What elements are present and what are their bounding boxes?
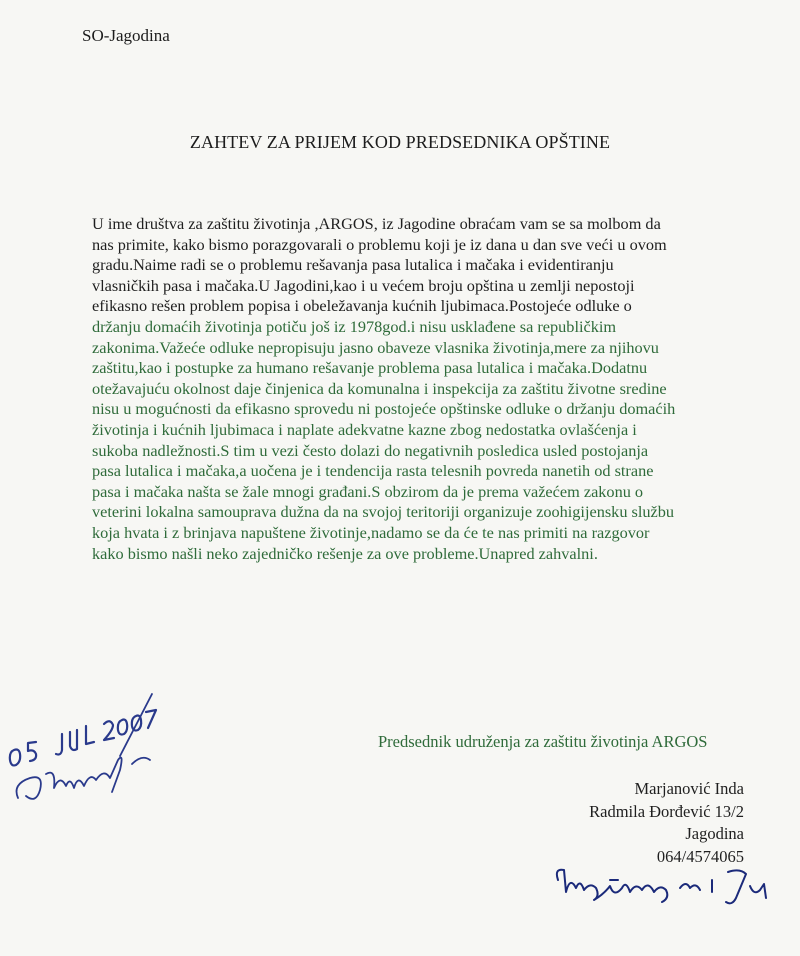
body-line: koja hvata i z brinjava napuštene životinje,nadamo se da će te nas primiti na razgovor: [92, 522, 650, 542]
stamp-signature-scribble: [17, 694, 153, 799]
body-line: kako bismo našli neko zajedničko rešenje za ove probleme.Unapred zahvalni.: [92, 543, 598, 563]
body-line: veterini lokalna samouprava dužna da na svojoj teritoriji organizuje zoohigijensku službu: [92, 502, 675, 522]
body-line: nas primite, kako bismo porazgovarali o problemu koji je iz dana u dan sve veći u ovom: [92, 234, 667, 254]
stamp-letter-u: [70, 730, 77, 750]
stamp-digit-0b: [118, 720, 127, 735]
body-text: [92, 214, 712, 564]
received-date-stamp: [0, 670, 180, 820]
stamp-letter-l: [86, 726, 94, 744]
body-line: pasa lutalica i mačaka,a uočena je i tendencija rasta telesnih povreda nanetih od strane: [92, 461, 654, 481]
body-line: držanju domaćih životinja potiču još iz 1978god.i nisu usklađene sa republičkim: [92, 316, 617, 336]
closing-title: Predsednik udruženja za zaštitu životinja ARGOS: [378, 732, 708, 751]
sender-name: Marjanović Inda: [634, 779, 744, 798]
body-line: U ime društva za zaštitu životinja ,ARGOS, iz Jagodine obraćam vam se sa molbom da: [92, 214, 661, 233]
stamp-digit-0: [10, 750, 20, 766]
body-line: vlasničkih pasa i mačaka.U Jagodini,kao i u većem broju opština u zemlji nepostoji: [92, 275, 635, 295]
body-line: efikasno rešen problem popisa i obeležavanja kućnih ljubimaca.Postojeće odluke o: [92, 296, 632, 316]
body-line: otežavajuću okolnost daje činjenica da komunalna i inspekcija za zaštitu životne sredine: [92, 378, 667, 398]
stamp-digit-5: [28, 742, 36, 761]
body-line: sukoba nadležnosti.S tim u vezi često dolazi do negativnih posledica usled postojanja: [92, 440, 649, 460]
stamp-digit-2: [104, 721, 114, 740]
stamp-letter-j: [56, 734, 62, 755]
document-title: ZAHTEV ZA PRIJEM KOD PREDSEDNIKA OPŠTINE: [189, 132, 611, 152]
body-line: pasa i mačaka našta se žale mnogi građani.S obzirom da je prema važećem zakonu o: [92, 481, 644, 501]
handwritten-signature: [540, 858, 790, 928]
body-line: zakonima.Važeće odluke nepropisuju jasno obaveze vlasnika životinja,mere za njihovu: [92, 337, 659, 357]
body-line: gradu.Naime radi se o problemu rešavanja pasa lutalica i mačaka i evidentiranju: [92, 255, 614, 275]
stamp-digit-7: [146, 710, 156, 728]
sender-contact: [520, 778, 744, 868]
sender-city: Jagodina: [685, 824, 744, 843]
body-line: životinja i kućnih ljubimaca i naplate adekvatne kazne zbog nedostatka ovlašćenja i: [92, 419, 637, 439]
sender-phone: 064/4574065: [656, 846, 744, 866]
body-line: zaštitu,kao i postupke za humano rešavanje problema pasa lutalica i mačaka.Dodatnu: [92, 358, 648, 378]
sender-street: Radmila Đorđević 13/2: [589, 801, 744, 821]
body-line: nisu u mogućnosti da efikasno sprovedu ni postojeće opštinske odluke o držanju domaćih: [92, 399, 676, 419]
recipient: SO-Jagodina: [82, 26, 170, 45]
